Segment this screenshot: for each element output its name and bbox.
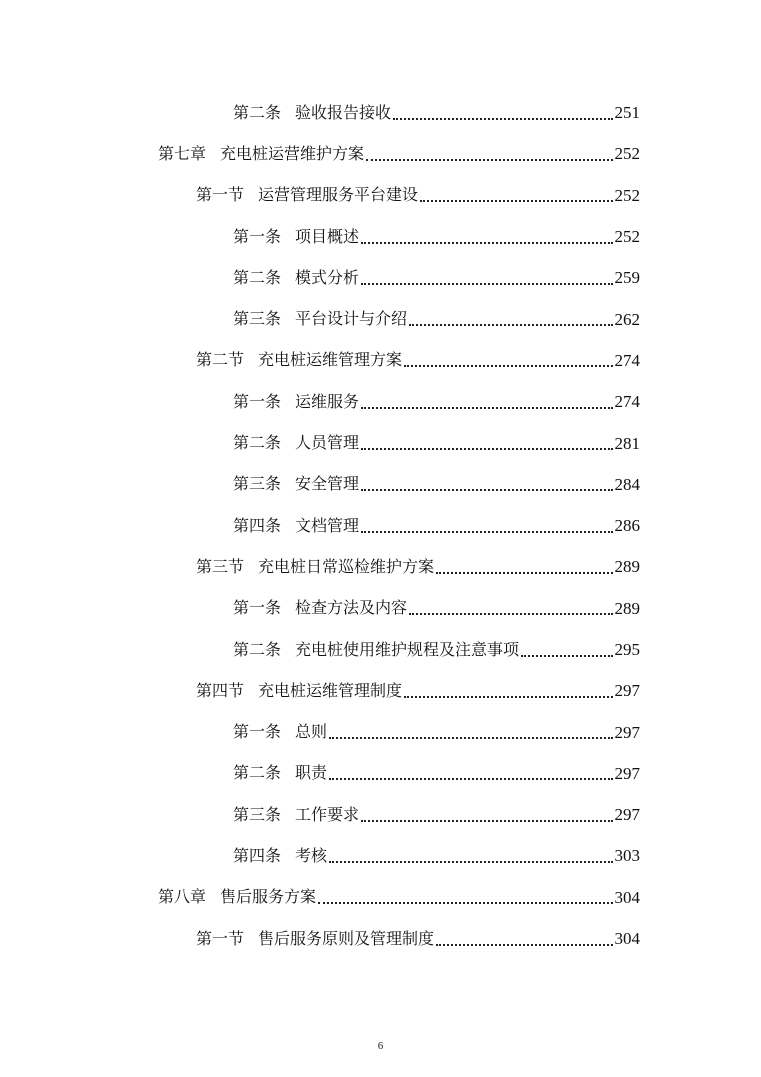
toc-dot-leader [329, 778, 612, 780]
toc-entry[interactable] [0, 546, 761, 587]
toc-entry-page: 284 [614, 474, 640, 494]
toc-dot-leader [361, 242, 612, 244]
toc-entry-title: 考核 [295, 845, 328, 865]
toc-entry-number: 第二条 [233, 763, 282, 783]
toc-entry-title: 运维服务 [295, 391, 360, 411]
toc-entry-title: 职责 [295, 763, 328, 783]
toc-entry-number: 第一节 [196, 928, 245, 948]
toc-entry[interactable] [0, 918, 761, 959]
toc-entry[interactable] [0, 340, 761, 381]
toc-entry-number: 第二条 [233, 267, 282, 287]
toc-entry-number: 第三条 [233, 474, 282, 494]
toc-entry[interactable] [0, 835, 761, 876]
toc-entry-title: 模式分析 [295, 267, 360, 287]
toc-entry-number: 第一条 [233, 722, 282, 742]
toc-entry-page: 286 [614, 516, 640, 536]
toc-entry-number: 第一条 [233, 226, 282, 246]
toc-entry[interactable] [0, 588, 761, 629]
toc-entry-number: 第一条 [233, 391, 282, 411]
toc-entry-page: 297 [614, 763, 640, 783]
toc-entry[interactable] [0, 257, 761, 298]
toc-entry-number: 第二条 [233, 639, 282, 659]
toc-entry-title: 充电桩日常巡检维护方案 [258, 556, 435, 576]
toc-entry[interactable] [0, 670, 761, 711]
toc-entry-number: 第一节 [196, 185, 245, 205]
toc-dot-leader [409, 324, 612, 326]
toc-entry[interactable] [0, 753, 761, 794]
toc-dot-leader [361, 531, 612, 533]
toc-entry-title: 文档管理 [295, 515, 360, 535]
toc-entry-number: 第二节 [196, 350, 245, 370]
toc-dot-leader [361, 489, 612, 491]
toc-entry-page: 252 [614, 144, 640, 164]
table-of-contents [0, 92, 761, 959]
toc-entry[interactable] [0, 794, 761, 835]
toc-entry-title: 售后服务原则及管理制度 [258, 928, 435, 948]
toc-entry-number: 第二条 [233, 102, 282, 122]
toc-entry[interactable] [0, 92, 761, 133]
toc-entry-page: 304 [614, 887, 640, 907]
toc-entry-page: 274 [614, 392, 640, 412]
toc-entry-page: 303 [614, 846, 640, 866]
toc-entry-title: 充电桩运营维护方案 [220, 143, 365, 163]
toc-dot-leader [521, 655, 612, 657]
toc-dot-leader [420, 200, 612, 202]
toc-entry-number: 第三条 [233, 309, 282, 329]
toc-entry-title: 总则 [295, 722, 328, 742]
toc-entry-title: 售后服务方案 [220, 887, 317, 907]
toc-entry-number: 第八章 [158, 887, 207, 907]
toc-entry-title: 项目概述 [295, 226, 360, 246]
toc-entry-page: 289 [614, 598, 640, 618]
toc-entry-page: 251 [614, 103, 640, 123]
toc-dot-leader [361, 407, 612, 409]
toc-entry-title: 安全管理 [295, 474, 360, 494]
toc-entry-page: 297 [614, 805, 640, 825]
toc-entry-number: 第四条 [233, 515, 282, 535]
toc-entry-page: 281 [614, 433, 640, 453]
toc-entry-page: 259 [614, 268, 640, 288]
toc-entry-title: 工作要求 [295, 804, 360, 824]
toc-entry-number: 第一条 [233, 598, 282, 618]
toc-dot-leader [329, 861, 612, 863]
toc-entry-title: 充电桩运维管理方案 [258, 350, 403, 370]
toc-entry-title: 人员管理 [295, 433, 360, 453]
toc-entry[interactable] [0, 422, 761, 463]
toc-dot-leader [393, 118, 612, 120]
toc-dot-leader [361, 283, 612, 285]
toc-dot-leader [404, 696, 612, 698]
toc-entry[interactable] [0, 133, 761, 174]
toc-entry-title: 运营管理服务平台建设 [258, 185, 419, 205]
toc-dot-leader [404, 365, 612, 367]
toc-dot-leader [329, 737, 612, 739]
toc-entry-page: 252 [614, 185, 640, 205]
toc-entry-number: 第四节 [196, 680, 245, 700]
toc-entry[interactable] [0, 381, 761, 422]
toc-entry-number: 第三节 [196, 556, 245, 576]
toc-entry[interactable] [0, 175, 761, 216]
toc-entry-page: 295 [614, 640, 640, 659]
toc-dot-leader [409, 613, 612, 615]
toc-dot-leader [361, 820, 612, 822]
page-number: 6 [377, 1040, 384, 1052]
toc-entry-page: 252 [614, 227, 640, 247]
toc-entry[interactable] [0, 505, 761, 546]
toc-entry[interactable] [0, 216, 761, 257]
toc-entry[interactable] [0, 711, 761, 752]
toc-entry[interactable] [0, 877, 761, 918]
toc-dot-leader [436, 572, 612, 574]
toc-entry-title: 验收报告接收 [295, 102, 392, 122]
toc-entry[interactable] [0, 464, 761, 505]
toc-entry-page: 304 [614, 929, 640, 949]
toc-dot-leader [361, 448, 612, 450]
toc-entry-title: 平台设计与介绍 [295, 309, 408, 329]
toc-entry-page: 297 [614, 681, 640, 701]
toc-entry-title: 检查方法及内容 [295, 598, 408, 618]
toc-entry-number: 第七章 [158, 143, 207, 163]
toc-entry-title: 充电桩运维管理制度 [258, 680, 403, 700]
toc-entry[interactable] [0, 629, 761, 670]
toc-entry-page: 262 [614, 309, 640, 329]
toc-entry-page: 289 [614, 557, 640, 577]
toc-entry-page: 297 [614, 722, 640, 742]
toc-dot-leader [436, 944, 612, 946]
toc-entry-number: 第四条 [233, 845, 282, 865]
toc-entry[interactable] [0, 298, 761, 339]
toc-entry-number: 第三条 [233, 804, 282, 824]
toc-entry-page: 274 [614, 350, 640, 370]
toc-entry-number: 第二条 [233, 433, 282, 453]
toc-dot-leader [318, 902, 612, 904]
toc-dot-leader [366, 159, 612, 161]
toc-entry-title: 充电桩使用维护规程及注意事项 [295, 639, 520, 659]
